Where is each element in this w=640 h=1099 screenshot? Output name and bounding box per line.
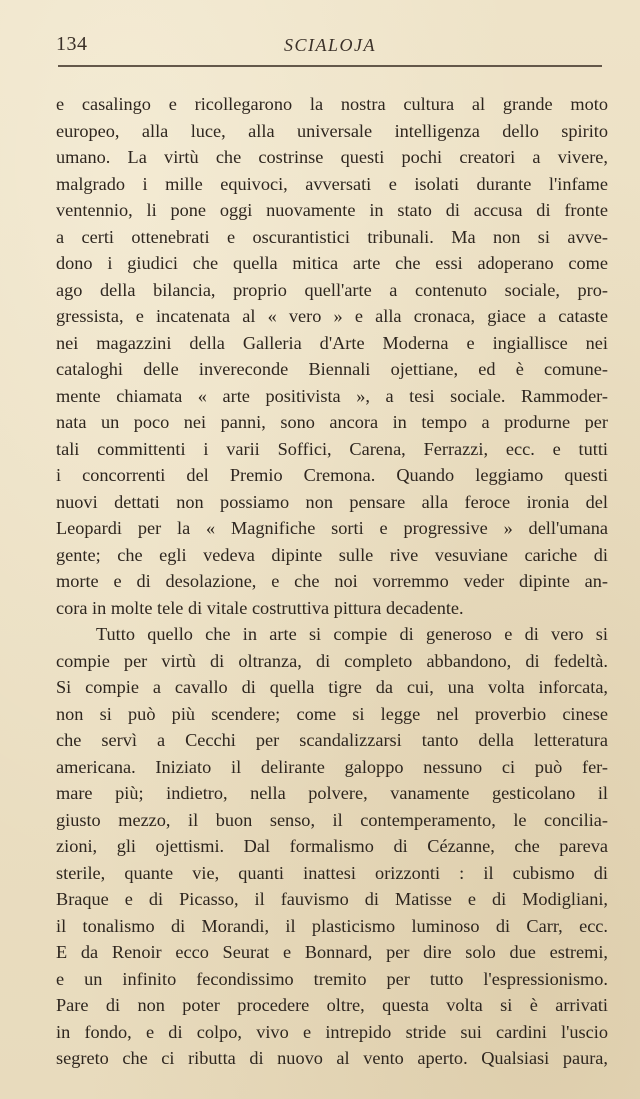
text-line: gressista, e incatenata al « vero » e alla cronaca, giace a cataste	[56, 306, 608, 326]
text-line: umano. La virtù che costrinse questi pochi creatori a vivere,	[56, 147, 608, 167]
text-line: nata un poco nei panni, sono ancora in tempo a produrne per	[56, 412, 608, 432]
text-line: il tonalismo di Morandi, il plasticismo luminoso di Carr, ecc.	[56, 915, 608, 936]
paragraph-first-line: Tutto quello che in arte si compie di generoso e di vero si	[96, 624, 608, 644]
text-line: malgrado i mille equivoci, avversati e isolati durante l'infame	[56, 173, 608, 194]
text-line: nei magazzini della Galleria d'Arte Moderna e ingiallisce nei	[56, 332, 608, 353]
running-title: SCIALOJA	[284, 35, 376, 55]
text-line: mare più; indietro, nella polvere, vanamente gesticolano il	[56, 783, 608, 803]
text-line: che servì a Cecchi per scandalizzarsi tanto della letteratura	[56, 730, 608, 750]
text-line: i concorrenti del Premio Cremona. Quando leggiamo questi	[56, 465, 608, 485]
text-line: Pare di non poter procedere oltre, questa volta si è arrivati	[56, 995, 608, 1015]
text-line: ventennio, li pone oggi nuovamente in stato di accusa di fronte	[56, 200, 608, 220]
text-line: americana. Iniziato il delirante galoppo nessuno ci può fer-	[56, 756, 608, 777]
text-line: nuovi dettati non possiamo non pensare alla feroce ironia del	[56, 491, 608, 512]
text-line: gente; che egli vedeva dipinte sulle rive vesuviane cariche di	[56, 544, 608, 565]
text-line: e un infinito fecondissimo tremito per tutto l'espressionismo.	[56, 968, 608, 989]
text-line: cataloghi delle invereconde Biennali ojettiane, ed è comune-	[56, 359, 608, 379]
text-line: ago della bilancia, proprio quell'arte a contenuto sociale, pro-	[56, 279, 608, 300]
text-line: E da Renoir ecco Seurat e Bonnard, per dire solo due estremi,	[56, 942, 608, 962]
text-line: zioni, gli ojettismi. Dal formalismo di Cézanne, che pareva	[56, 836, 608, 856]
text-line: giusto mezzo, il buon senso, il contemperamento, le concilia-	[56, 809, 608, 830]
text-line: in fondo, e di colpo, vivo e intrepido stride sui cardini l'uscio	[56, 1021, 608, 1042]
text-line: mente chiamata « arte positivista », a tesi sociale. Rammoder-	[56, 385, 608, 406]
body-text	[56, 91, 608, 1072]
text-line: cora in molte tele di vitale costruttiva pittura decadente.	[56, 597, 464, 618]
text-line: Braque e di Picasso, il fauvismo di Matisse e di Modigliani,	[56, 889, 608, 909]
page-number: 134	[56, 33, 88, 55]
text-line: sterile, quante vie, quanti inattesi orizzonti : il cubismo di	[56, 862, 608, 883]
text-line: morte e di desolazione, e che noi vorremmo veder dipinte an-	[56, 571, 608, 591]
text-line: tali committenti i varii Soffici, Carena, Ferrazzi, ecc. e tutti	[56, 438, 608, 459]
text-line: compie per virtù di oltranza, di completo abbandono, di fedeltà.	[56, 650, 608, 671]
text-line: Si compie a cavallo di quella tigre da cui, una volta inforcata,	[56, 677, 608, 697]
header-rule	[58, 65, 602, 67]
text-line: europeo, alla luce, alla universale intelligenza dello spirito	[56, 120, 608, 141]
text-line: e casalingo e ricollegarono la nostra cultura al grande moto	[56, 94, 608, 114]
text-line: non si può più scendere; come si legge nel proverbio cinese	[56, 703, 608, 724]
text-line: Leopardi per la « Magnifiche sorti e progressive » dell'umana	[56, 518, 608, 538]
text-line: a certi ottenebrati e oscurantistici tribunali. Ma non si avve-	[56, 226, 608, 247]
text-line: segreto che ci ributta di nuovo al vento aperto. Qualsiasi paura,	[56, 1048, 608, 1068]
text-line: dono i giudici che quella mitica arte che essi adoperano come	[56, 253, 608, 273]
